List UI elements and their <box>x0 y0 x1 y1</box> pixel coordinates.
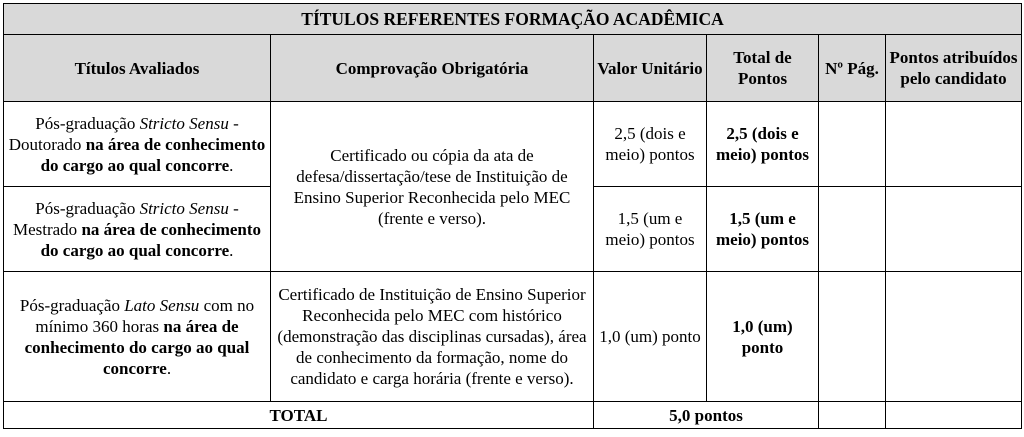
row-title-doutorado: Pós-graduação Stricto Sensu - Doutorado na área de conhecimento do cargo ao qual concorre. <box>4 102 271 187</box>
comprovacao-stricto-sensu: Certificado ou cópia da ata de defesa/dissertação/tese de Instituição de Ensino Superior Reconhecida pelo MEC (frente e verso). <box>271 102 594 272</box>
total-doutorado: 2,5 (dois e meio) pontos <box>707 102 819 187</box>
valor-mestrado: 1,5 (um e meio) pontos <box>594 187 707 272</box>
valor-lato-sensu: 1,0 (um) ponto <box>594 272 707 402</box>
total-value: 5,0 pontos <box>594 402 819 429</box>
header-pontos-atribuidos: Pontos atribuídos pelo candidato <box>886 35 1022 102</box>
comprovacao-lato-sensu: Certificado de Instituição de Ensino Superior Reconhecida pelo MEC com histórico (demonstração das disciplinas cursadas), área de conhecimento da formação, nome do candidato e carga horária (frente e verso). <box>271 272 594 402</box>
header-comprovacao-obrigatoria: Comprovação Obrigatória <box>271 35 594 102</box>
total-mestrado: 1,5 (um e meio) pontos <box>707 187 819 272</box>
header-valor-unitario: Valor Unitário <box>594 35 707 102</box>
total-label: TOTAL <box>4 402 594 429</box>
table-title: TÍTULOS REFERENTES FORMAÇÃO ACADÊMICA <box>4 4 1022 35</box>
pontos-doutorado-cell[interactable] <box>886 102 1022 187</box>
header-titulos-avaliados: Títulos Avaliados <box>4 35 271 102</box>
pontos-lato-sensu-cell[interactable] <box>886 272 1022 402</box>
total-row <box>4 402 1022 429</box>
row-title-mestrado: Pós-graduação Stricto Sensu - Mestrado na área de conhecimento do cargo ao qual concorre. <box>4 187 271 272</box>
table-row <box>4 272 1022 402</box>
row-title-lato-sensu: Pós-graduação Lato Sensu com no mínimo 360 horas na área de conhecimento do cargo ao qual concorre. <box>4 272 271 402</box>
total-pontos-cell[interactable] <box>886 402 1022 429</box>
total-pag-cell <box>819 402 886 429</box>
header-total-de-pontos: Total de Pontos <box>707 35 819 102</box>
total-lato-sensu: 1,0 (um) ponto <box>707 272 819 402</box>
header-numero-pagina: Nº Pág. <box>819 35 886 102</box>
table-row <box>4 102 1022 187</box>
pag-lato-sensu-cell[interactable] <box>819 272 886 402</box>
document-page <box>3 3 1022 429</box>
pag-mestrado-cell[interactable] <box>819 187 886 272</box>
formacao-academica-table <box>3 3 1022 429</box>
pag-doutorado-cell[interactable] <box>819 102 886 187</box>
valor-doutorado: 2,5 (dois e meio) pontos <box>594 102 707 187</box>
pontos-mestrado-cell[interactable] <box>886 187 1022 272</box>
